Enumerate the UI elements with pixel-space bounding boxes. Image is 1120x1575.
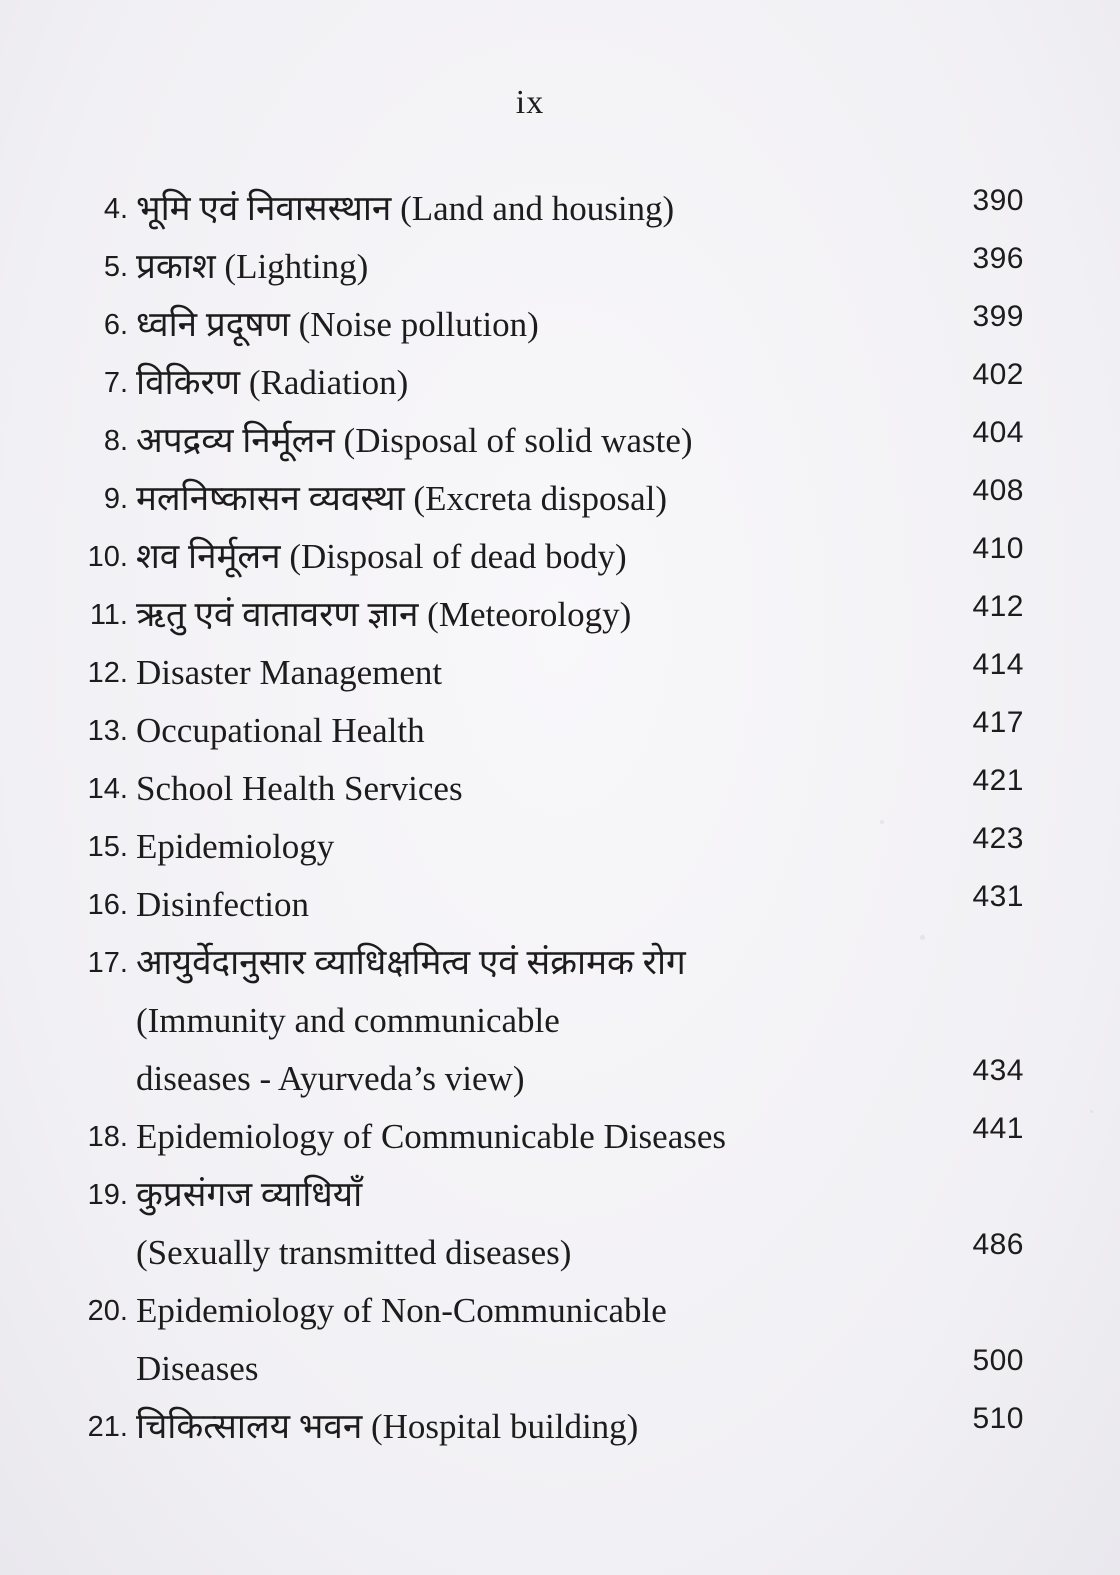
entry-number: 19. [87, 1179, 128, 1211]
toc-entry-line [0, 1398, 1120, 1456]
entry-title: (Immunity and communicable [136, 1001, 560, 1040]
toc-entry-line [0, 1340, 1120, 1398]
entry-page-number: 396 [972, 242, 1024, 275]
entry-page-number: 412 [972, 590, 1024, 623]
table-of-contents [0, 180, 1120, 1456]
entry-page-number: 417 [972, 706, 1024, 739]
toc-entry [0, 1108, 1120, 1166]
entry-page-number: 421 [972, 764, 1024, 797]
toc-entry-line [0, 760, 1120, 818]
toc-entry-line [0, 238, 1120, 296]
entry-page-number: 486 [972, 1228, 1024, 1261]
toc-entry [0, 470, 1120, 528]
toc-entry [0, 644, 1120, 702]
toc-entry [0, 528, 1120, 586]
entry-number: 20. [87, 1295, 128, 1327]
entry-title: शव निर्मूलन (Disposal of dead body) [136, 537, 627, 576]
entry-page-number: 500 [972, 1344, 1024, 1377]
toc-entry-line [0, 412, 1120, 470]
toc-entry [0, 586, 1120, 644]
entry-page-number: 390 [972, 184, 1024, 217]
entry-title: Diseases [136, 1349, 259, 1388]
entry-number: 11. [89, 599, 128, 631]
toc-entry-line [0, 354, 1120, 412]
entry-number: 5. [103, 251, 128, 283]
entry-number: 18. [87, 1121, 128, 1153]
entry-title: आयुर्वेदानुसार व्याधिक्षमित्व एवं संक्रामक रोग [136, 943, 686, 982]
entry-number: 4. [103, 193, 128, 225]
toc-entry-line [0, 180, 1120, 238]
entry-number: 6. [103, 309, 128, 341]
entry-number: 15. [87, 831, 128, 863]
toc-entry-line [0, 702, 1120, 760]
entry-page-number: 404 [972, 416, 1024, 449]
toc-entry-line [0, 1282, 1120, 1340]
toc-entry-line [0, 1050, 1120, 1108]
toc-entry [0, 818, 1120, 876]
page-number: ix [515, 84, 545, 121]
entry-title: Disaster Management [136, 653, 443, 692]
toc-entry-line [0, 1108, 1120, 1166]
toc-entry [0, 180, 1120, 238]
toc-entry [0, 934, 1120, 1108]
entry-number: 8. [103, 425, 128, 457]
toc-entry-line [0, 470, 1120, 528]
entry-title: मलनिष्कासन व्यवस्था (Excreta disposal) [136, 479, 668, 518]
entry-title: Epidemiology of Communicable Diseases [136, 1117, 727, 1156]
entry-page-number: 431 [972, 880, 1024, 913]
entry-number: 13. [87, 715, 128, 747]
entry-title: विकिरण (Radiation) [136, 363, 409, 402]
toc-entry-line [0, 644, 1120, 702]
entry-title: कुप्रसंगज व्याधियाँ [136, 1175, 363, 1214]
toc-entry [0, 702, 1120, 760]
entry-title: ऋतु एवं वातावरण ज्ञान (Meteorology) [136, 595, 632, 634]
entry-number: 17. [87, 947, 128, 979]
entry-title: (Sexually transmitted diseases) [136, 1233, 572, 1272]
entry-number: 9. [103, 483, 128, 515]
toc-entry-line [0, 1224, 1120, 1282]
entry-title: Epidemiology of Non-Communicable [136, 1291, 667, 1330]
toc-entry [0, 354, 1120, 412]
toc-entry-line [0, 992, 1120, 1050]
entry-number: 16. [87, 889, 128, 921]
entry-title: Epidemiology [136, 827, 335, 866]
entry-title: भूमि एवं निवासस्थान (Land and housing) [136, 189, 675, 228]
toc-entry-line [0, 586, 1120, 644]
toc-entry-line [0, 1166, 1120, 1224]
entry-title: School Health Services [136, 769, 463, 808]
entry-title: ध्वनि प्रदूषण (Noise pollution) [136, 305, 539, 344]
entry-page-number: 402 [972, 358, 1024, 391]
toc-entry [0, 1166, 1120, 1282]
entry-page-number: 410 [972, 532, 1024, 565]
entry-page-number: 408 [972, 474, 1024, 507]
entry-number: 10. [87, 541, 128, 573]
entry-page-number: 414 [972, 648, 1024, 681]
toc-entry [0, 296, 1120, 354]
entry-title: Disinfection [136, 885, 310, 924]
entry-page-number: 510 [972, 1402, 1024, 1435]
entry-title: अपद्रव्य निर्मूलन (Disposal of solid waste) [136, 421, 693, 460]
toc-entry-line [0, 528, 1120, 586]
toc-entry [0, 412, 1120, 470]
entry-page-number: 441 [972, 1112, 1024, 1145]
toc-entry [0, 238, 1120, 296]
entry-page-number: 434 [972, 1054, 1024, 1087]
entry-page-number: 399 [972, 300, 1024, 333]
toc-entry-line [0, 876, 1120, 934]
toc-entry-line [0, 934, 1120, 992]
toc-entry [0, 760, 1120, 818]
entry-number: 21. [87, 1411, 128, 1443]
toc-entry [0, 876, 1120, 934]
entry-title: Occupational Health [136, 711, 425, 750]
toc-entry-line [0, 818, 1120, 876]
entry-title: चिकित्सालय भवन (Hospital building) [136, 1407, 639, 1446]
entry-number: 7. [103, 367, 128, 399]
entry-number: 14. [87, 773, 128, 805]
entry-number: 12. [87, 657, 128, 689]
entry-title: diseases - Ayurveda’s view) [136, 1059, 525, 1098]
entry-title: प्रकाश (Lighting) [136, 247, 369, 286]
toc-entry-line [0, 296, 1120, 354]
toc-entry [0, 1282, 1120, 1398]
entry-page-number: 423 [972, 822, 1024, 855]
toc-entry [0, 1398, 1120, 1456]
